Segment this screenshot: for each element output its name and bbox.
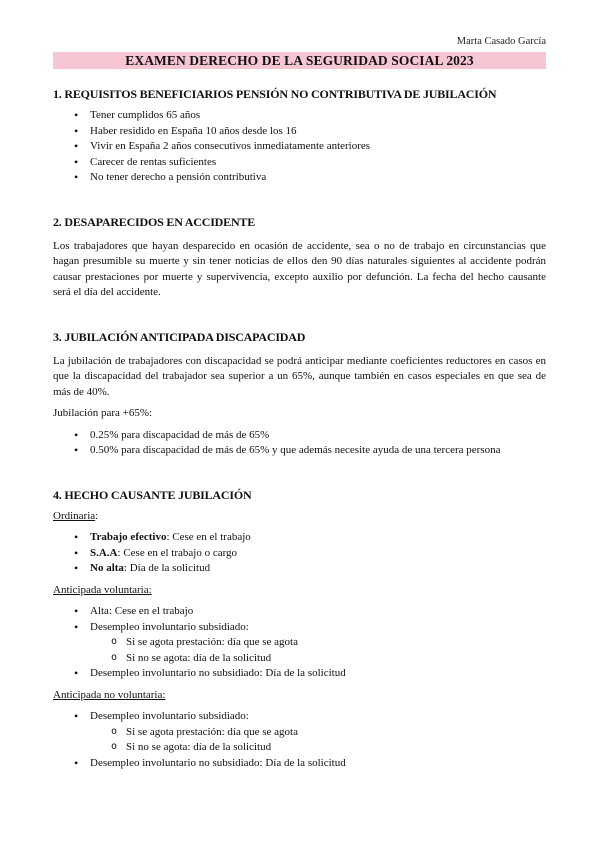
section-2-paragraph: Los trabajadores que hayan desparecido en ocasión de accidente, sea o no de trabajo en circunstancias que hagan presumible su muerte y sin tener noticias de ellos den 90 días naturales siguientes al accidente podrán causar prestaciones por muerte y supervivencia, excepto auxilio por defunción. La fecha del hecho causante será el día del accidente. [53, 239, 546, 298]
sub-list-item: o Si no se agota: día de la solicitud [53, 651, 546, 667]
list-item: • Carecer de rentas suficientes [53, 155, 546, 171]
no-voluntaria-sublist [53, 725, 546, 756]
voluntaria-sublist [53, 635, 546, 666]
section-4-heading: 4. HECHO CAUSANTE JUBILACIÓN [53, 487, 252, 502]
voluntaria-label: Anticipada voluntaria: [53, 583, 152, 596]
section-3-intro: Jubilación para +65%: [53, 407, 153, 419]
section-2-heading: 2. DESAPARECIDOS EN ACCIDENTE [53, 214, 256, 229]
no-voluntaria-label: Anticipada no voluntaria: [53, 688, 166, 701]
sub-list-item: o Si se agota prestación: día que se agota [53, 635, 546, 651]
list-item: • Trabajo efectivo: Cese en el trabajo [53, 530, 546, 546]
author-name: Marta Casado García [456, 36, 546, 47]
list-item: • No alta: Día de la solicitud [53, 561, 546, 577]
list-item: • 0.50% para discapacidad de más de 65% y que además necesite ayuda de una tercera persona [53, 443, 546, 459]
sub-list-item: o Si se agota prestación: día que se agota [53, 725, 546, 741]
sub-list-item: o Si no se agota: día de la solicitud [53, 740, 546, 756]
list-item: • Alta: Cese en el trabajo [53, 604, 546, 620]
section-3-heading: 3. JUBILACIÓN ANTICIPADA DISCAPACIDAD [53, 329, 306, 344]
list-item: • Vivir en España 2 años consecutivos inmediatamente anteriores [53, 139, 546, 155]
ordinaria-list [53, 530, 546, 577]
document-body [53, 86, 546, 771]
section-3-list [53, 428, 546, 459]
list-item: • Desempleo involuntario no subsidiado: Día de la solicitud [53, 756, 546, 772]
list-item: • Desempleo involuntario subsidiado: o Si se agota prestación: día que se agota o Si no se agota: día de la solicitud [53, 620, 546, 667]
no-voluntaria-list [53, 709, 546, 771]
voluntaria-list [53, 604, 546, 682]
list-item: • S.A.A: Cese en el trabajo o cargo [53, 546, 546, 562]
list-item: • Desempleo involuntario subsidiado: o Si se agota prestación: día que se agota o Si no se agota: día de la solicitud [53, 709, 546, 756]
list-item: • Desempleo involuntario no subsidiado: Día de la solicitud [53, 666, 546, 682]
list-item: • No tener derecho a pensión contributiva [53, 170, 546, 186]
ordinaria-label: Ordinaria: [53, 509, 99, 522]
list-item: • Haber residido en España 10 años desde los 16 [53, 124, 546, 140]
document-title: EXAMEN DERECHO DE LA SEGURIDAD SOCIAL 2023 [53, 52, 546, 69]
ordinaria-label-text: Ordinaria [53, 509, 96, 522]
section-1-list [53, 108, 546, 186]
list-item: • Tener cumplidos 65 años [53, 108, 546, 124]
section-3-paragraph: La jubilación de trabajadores con discapacidad se podrá anticipar mediante coeficientes reductores en casos en que la discapacidad del trabajador sea superior a un 65%, aunque también en casos especiales en que sea de más de 40%. [53, 354, 546, 398]
list-item: • 0.25% para discapacidad de más de 65% [53, 428, 546, 444]
section-1-heading: 1. REQUISITOS BENEFICIARIOS PENSIÓN NO CONTRIBUTIVA DE JUBILACIÓN [53, 87, 497, 101]
